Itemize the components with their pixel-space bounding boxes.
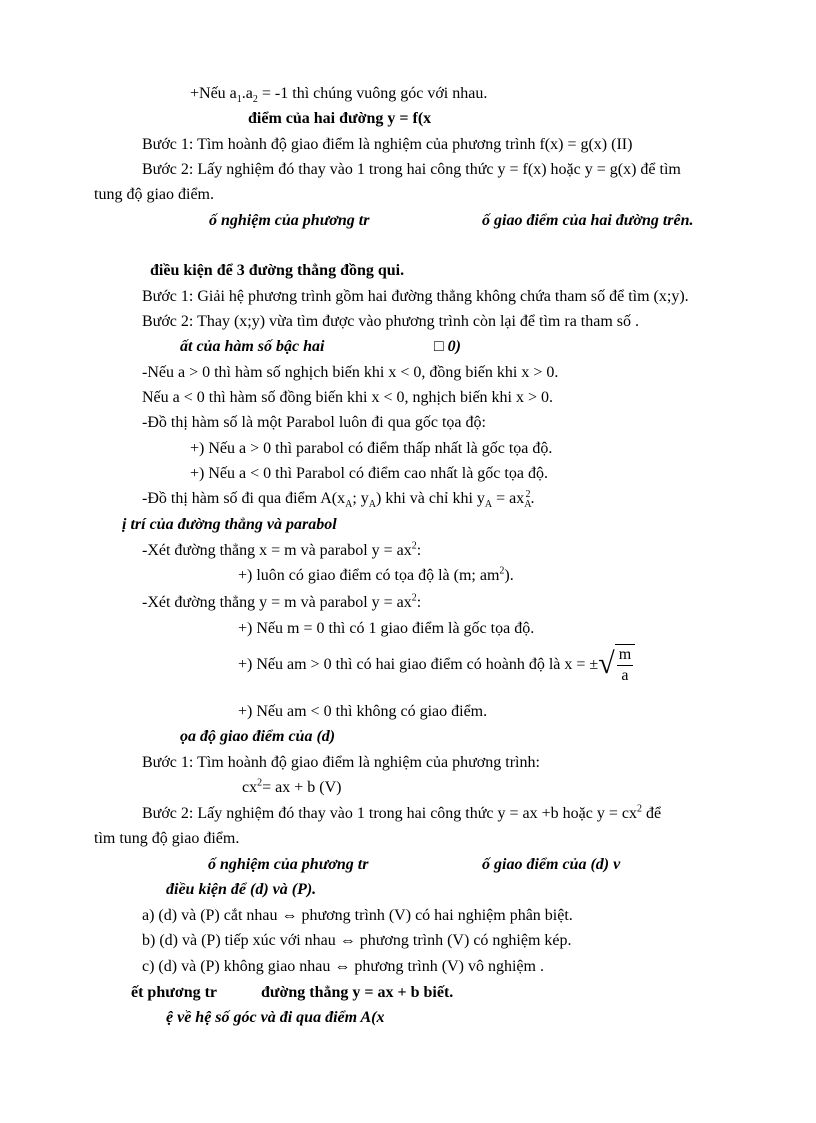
sqrt-formula [598, 644, 635, 686]
missing-glyph-icon: □ [434, 338, 444, 355]
iff-icon: ⇔ [281, 907, 298, 924]
text: để [641, 805, 662, 822]
text: +) Nếu am > 0 thì có hai giao điểm có hoành độ là x = ± [238, 656, 599, 673]
case-m-zero: +) Nếu m = 0 thì có 1 giao điểm là gốc tọa độ. [238, 620, 535, 637]
text: = ax + b (V) [262, 779, 342, 796]
text: . [530, 490, 535, 507]
step2-concurrent: Bước 2: Thay (x;y) vừa tìm được vào phương trình còn lại để tìm ra tham số . [142, 313, 640, 330]
text: .a [241, 85, 253, 102]
heading-d-p: điều kiện để (d) và (P). [166, 881, 317, 898]
step2-d [142, 804, 661, 824]
note-d-solutions-a: ố nghiệm của phương tr [208, 856, 369, 873]
text: = ax [492, 490, 525, 507]
superscript: 2 [499, 565, 505, 577]
case-vertical-line [142, 541, 421, 561]
prop-a-negative: Nếu a < 0 thì hàm số đồng biến khi x < 0, nghịch biến khi x > 0. [142, 389, 554, 406]
text: c) (d) và (P) không giao nhau [142, 958, 335, 975]
text: : [416, 594, 422, 611]
superscript: 2 [411, 540, 417, 552]
step2-d-continuation: tìm tung độ giao điểm. [94, 830, 240, 847]
heading-quadratic-b [434, 337, 461, 357]
step2-intersection: Bước 2: Lấy nghiệm đó thay vào 1 trong hai công thức y = f(x) hoặc y = g(x) để tìm [142, 161, 681, 178]
case-tangent [142, 931, 572, 951]
case-vertical-result [238, 566, 514, 586]
note-solutions-b: ố giao điểm của hai đường trên. [482, 212, 694, 229]
subscript: A [368, 499, 377, 511]
text: b) (d) và (P) tiếp xúc với nhau [142, 932, 340, 949]
text: -Xét đường thẳng y = m và parabol y = ax [142, 594, 412, 611]
note-d-solutions-b: ố giao điểm của (d) v [482, 856, 621, 873]
text: ) khi và chỉ khi y [376, 490, 485, 507]
subscript: 2 [252, 94, 258, 106]
heading-line-parabola: ị trí của đường thẳng và parabol [122, 516, 337, 533]
text: -Xét đường thẳng x = m và parabol y = ax [142, 542, 412, 559]
text: ; y [352, 490, 369, 507]
sqrt-content [615, 644, 635, 686]
line-perpendicular [190, 84, 487, 104]
superscript: 2 [525, 488, 531, 500]
step2-continuation: tung độ giao điểm. [94, 186, 214, 203]
superscript: 2 [257, 777, 263, 789]
text: cx [242, 779, 258, 796]
subscript: 1 [236, 94, 242, 106]
case-am-negative: +) Nếu am < 0 thì không có giao điểm. [238, 703, 488, 720]
text: +Nếu a [190, 85, 237, 102]
equation-v [242, 778, 341, 798]
heading-slope-point: ệ về hệ số góc và đi qua điểm A(x [166, 1009, 385, 1026]
heading-line-equation-b: đường thẳng y = ax + b biết. [261, 984, 454, 1001]
heading-line-equation-a: ết phương tr [131, 984, 218, 1001]
text: Bước 2: Lấy nghiệm đó thay vào 1 trong hai công thức y = ax +b hoặc y = cx [142, 805, 637, 822]
text: : [416, 542, 422, 559]
subscript: A [484, 499, 493, 511]
text: = -1 thì chúng vuông góc với nhau. [257, 85, 488, 102]
text: 0) [443, 338, 461, 355]
heading-concurrent: điều kiện để 3 đường thẳng đồng qui. [150, 262, 405, 279]
denominator: a [621, 667, 629, 684]
step1-intersection: Bước 1: Tìm hoành độ giao điểm là nghiệm của phương trình f(x) = g(x) (II) [142, 136, 633, 153]
prop-a-positive: -Nếu a > 0 thì hàm số nghịch biến khi x < 0, đồng biến khi x > 0. [142, 364, 559, 381]
note-solutions-a: ố nghiệm của phương tr [209, 212, 370, 229]
iff-icon: ⇔ [334, 958, 351, 975]
text: ). [504, 567, 514, 584]
subscript: A [345, 499, 353, 511]
superscript: 2 [636, 803, 642, 815]
text: phương trình (V) vô nghiệm . [350, 958, 544, 975]
subscript: A [524, 499, 532, 511]
heading-coords-d: ọa độ giao điểm của (d) [180, 728, 336, 745]
numerator: m [617, 645, 633, 666]
radical-icon: √ [598, 647, 615, 680]
text: -Đồ thị hàm số đi qua điểm A(x [142, 490, 346, 507]
prop-point-on-graph [142, 489, 534, 509]
step1-d: Bước 1: Tìm hoành độ giao điểm là nghiệm của phương trình: [142, 754, 540, 771]
superscript: 2 [411, 592, 417, 604]
prop-parabol: -Đồ thị hàm số là một Parabol luôn đi qua gốc tọa độ: [142, 414, 486, 431]
prop-min: +) Nếu a > 0 thì parabol có điểm thấp nhất là gốc tọa độ. [190, 440, 553, 457]
case-am-positive [238, 644, 635, 686]
text: phương trình (V) có hai nghiệm phân biệt. [297, 907, 573, 924]
case-no-intersection [142, 957, 544, 977]
text: a) (d) và (P) cắt nhau [142, 907, 282, 924]
text: phương trình (V) có nghiệm kép. [355, 932, 572, 949]
case-cut [142, 906, 573, 926]
heading-quadratic-a: ất của hàm số bậc hai [180, 338, 325, 355]
step1-concurrent: Bước 1: Giải hệ phương trình gồm hai đường thẳng không chứa tham số để tìm (x;y). [142, 288, 689, 305]
prop-max: +) Nếu a < 0 thì Parabol có điểm cao nhất là gốc tọa độ. [190, 465, 548, 482]
case-horizontal-line [142, 593, 421, 613]
text: +) luôn có giao điểm có tọa độ là (m; am [238, 567, 500, 584]
heading-intersection: điểm của hai đường y = f(x [248, 110, 432, 127]
iff-icon: ⇔ [339, 932, 356, 949]
